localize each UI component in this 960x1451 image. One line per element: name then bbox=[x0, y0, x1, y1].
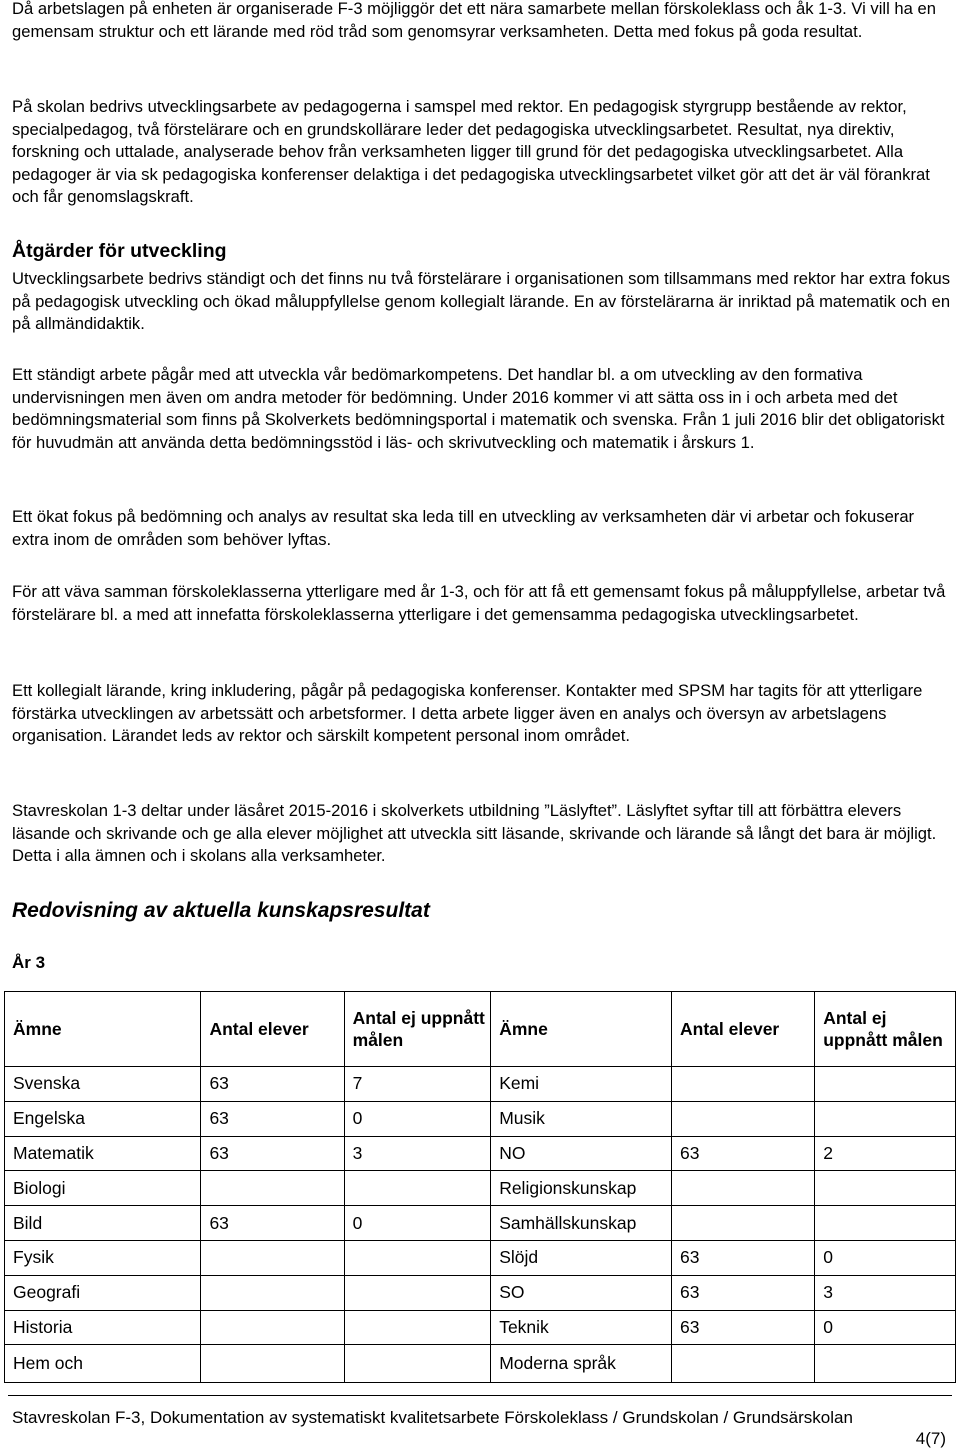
header-cell: Antal ej uppnått målen bbox=[815, 992, 956, 1067]
table-cell: 63 bbox=[201, 1136, 344, 1171]
table-row bbox=[5, 1171, 956, 1206]
header-cell: Antal elever bbox=[201, 992, 344, 1067]
section-paragraph: Stavreskolan 1-3 deltar under läsåret 2015-2016 i skolverkets utbildning ”Läslyftet”. Läslyftet syftar till att förbättra elevers läsande och skrivande och ge alla elever möjlighet att utveckla sitt läsande, skrivande och lärande så långt det bara är möjligt. Detta i alla ämnen och i skolans alla verksamheter. bbox=[12, 801, 937, 866]
table-cell: 0 bbox=[815, 1310, 956, 1345]
table-cell: Svenska bbox=[5, 1067, 201, 1102]
header-cell: Antal elever bbox=[672, 992, 815, 1067]
page-number: 4(7) bbox=[915, 1429, 946, 1448]
table-cell: 63 bbox=[201, 1206, 344, 1241]
table-cell bbox=[201, 1275, 344, 1310]
header-cell: Ämne bbox=[491, 992, 672, 1067]
table-cell: 63 bbox=[672, 1310, 815, 1345]
table-cell: 63 bbox=[672, 1136, 815, 1171]
table-row bbox=[5, 1136, 956, 1171]
table-cell bbox=[344, 1275, 491, 1310]
table-cell: 63 bbox=[201, 1067, 344, 1102]
section-paragraph: Ett ständigt arbete pågår med att utveckla vår bedömarkompetens. Det handlar bl. a om utveckling av den formativa undervisningen men även om andra metoder för bedömning. Under 2016 kommer vi att sätta oss in i och arbeta med det bedömningsmaterial som finns på Skolverkets bedömningsportal i matematik och svenska. Från 1 juli 2016 blir det obligatoriskt för huvudmän att använda detta bedömningsstöd i läs- och skrivutveckling och matematik i årskurs 1. bbox=[12, 365, 945, 452]
table-cell: Matematik bbox=[5, 1136, 201, 1171]
table-cell: 63 bbox=[201, 1101, 344, 1136]
table-cell: 3 bbox=[815, 1275, 956, 1310]
table-cell bbox=[344, 1345, 491, 1383]
table-row bbox=[5, 1345, 956, 1383]
table-cell: 0 bbox=[344, 1101, 491, 1136]
year-heading: År 3 bbox=[12, 953, 46, 972]
header-cell: Antal ej uppnått målen bbox=[344, 992, 491, 1067]
table-cell: NO bbox=[491, 1136, 672, 1171]
footer-divider bbox=[8, 1395, 952, 1396]
table-cell bbox=[815, 1171, 956, 1206]
table-cell: Biologi bbox=[5, 1171, 201, 1206]
table-cell bbox=[815, 1067, 956, 1102]
section-heading: Åtgärder för utveckling bbox=[12, 240, 227, 262]
table-cell: Samhällskunskap bbox=[491, 1206, 672, 1241]
table-cell: Geografi bbox=[5, 1275, 201, 1310]
table-cell bbox=[815, 1206, 956, 1241]
table-cell bbox=[672, 1101, 815, 1136]
table-cell: Bild bbox=[5, 1206, 201, 1241]
section-paragraph: För att väva samman förskoleklasserna ytterligare med år 1-3, och för att få ett gemensamt fokus på måluppfyllelse, arbetar två förstelärare bl. a med att innefatta förskoleklasserna ytterligare i det gemensamma pedagogiska utvecklingsarbetet. bbox=[12, 582, 946, 624]
table-cell: Fysik bbox=[5, 1240, 201, 1275]
section-paragraph: Ett ökat fokus på bedömning och analys av resultat ska leda till en utveckling av verksamheten där vi arbetar och fokuserar extra inom de områden som behöver lyftas. bbox=[12, 507, 915, 549]
table-cell: SO bbox=[491, 1275, 672, 1310]
table-cell bbox=[672, 1171, 815, 1206]
table-cell: Moderna språk bbox=[491, 1345, 672, 1383]
table-cell bbox=[344, 1240, 491, 1275]
table-cell: Musik bbox=[491, 1101, 672, 1136]
table-cell: Kemi bbox=[491, 1067, 672, 1102]
table-cell bbox=[201, 1345, 344, 1383]
table-cell bbox=[344, 1310, 491, 1345]
table-cell: 63 bbox=[672, 1275, 815, 1310]
table-header-row bbox=[5, 992, 956, 1067]
page-footer: Stavreskolan F-3, Dokumentation av systematiskt kvalitetsarbete Förskoleklass / Grundskolan / Grundsärskolan bbox=[12, 1408, 853, 1427]
section-paragraph: Ett kollegialt lärande, kring inkludering, pågår på pedagogiska konferenser. Kontakter med SPSM har tagits för att ytterligare förstärka utvecklingen av arbetssätt och arbetsformer. I detta arbete ligger även en analys och översyn av arbetslagens organisation. Lärandet leds av rektor och särskilt kompetent personal inom området. bbox=[12, 681, 923, 746]
table-cell: 63 bbox=[672, 1240, 815, 1275]
header-cell: Ämne bbox=[5, 992, 201, 1067]
table-cell bbox=[201, 1310, 344, 1345]
table-cell: Religionskunskap bbox=[491, 1171, 672, 1206]
table-cell: 2 bbox=[815, 1136, 956, 1171]
table-cell bbox=[672, 1206, 815, 1241]
section-paragraph: Utvecklingsarbete bedrivs ständigt och det finns nu två förstelärare i organisationen som tillsammans med rektor har extra fokus på pedagogisk utveckling och ökad måluppfyllelse genom kollegialt lärande. En av förstelärarna är inriktad på matematik och en på allmändidaktik. bbox=[12, 269, 951, 334]
table-row bbox=[5, 1310, 956, 1345]
table-cell bbox=[201, 1171, 344, 1206]
table-cell: Hem och bbox=[5, 1345, 201, 1383]
table-row bbox=[5, 1067, 956, 1102]
table-cell bbox=[201, 1240, 344, 1275]
table-cell bbox=[344, 1171, 491, 1206]
table-cell bbox=[815, 1345, 956, 1383]
table-cell: 7 bbox=[344, 1067, 491, 1102]
intro-paragraph: Då arbetslagen på enheten är organiserade F-3 möjliggör det ett nära samarbete mellan förskoleklass och åk 1-3. Vi vill ha en gemensam struktur och ett lärande med röd tråd som genomsyrar verksamheten. Detta med fokus på goda resultat. bbox=[12, 0, 936, 41]
table-cell bbox=[672, 1067, 815, 1102]
table-cell: 0 bbox=[815, 1240, 956, 1275]
table-row bbox=[5, 1101, 956, 1136]
table-row bbox=[5, 1206, 956, 1241]
table-cell: Teknik bbox=[491, 1310, 672, 1345]
results-heading: Redovisning av aktuella kunskapsresultat bbox=[12, 899, 430, 922]
table-cell: 0 bbox=[344, 1206, 491, 1241]
table-cell: Slöjd bbox=[491, 1240, 672, 1275]
results-table bbox=[4, 991, 956, 1383]
table-row bbox=[5, 1275, 956, 1310]
table-cell bbox=[815, 1101, 956, 1136]
table-cell: 3 bbox=[344, 1136, 491, 1171]
table-cell bbox=[672, 1345, 815, 1383]
table-row bbox=[5, 1240, 956, 1275]
development-paragraph: På skolan bedrivs utvecklingsarbete av pedagogerna i samspel med rektor. En pedagogisk styrgrupp bestående av rektor, specialpedagog, två förstelärare och en grundskollärare leder det pedagogiska utvecklingsarbetet. Resultat, nya direktiv, forskning och uttalade, analyserade behov från verksamheten ligger till grund för det pedagogiska utvecklingsarbetet. Alla pedagoger är via sk pedagogiska konferenser delaktiga i det pedagogiska utvecklingsarbetet vilket gör att det är väl förankrat och får genomslagskraft. bbox=[12, 97, 930, 207]
table-cell: Engelska bbox=[5, 1101, 201, 1136]
table-cell: Historia bbox=[5, 1310, 201, 1345]
